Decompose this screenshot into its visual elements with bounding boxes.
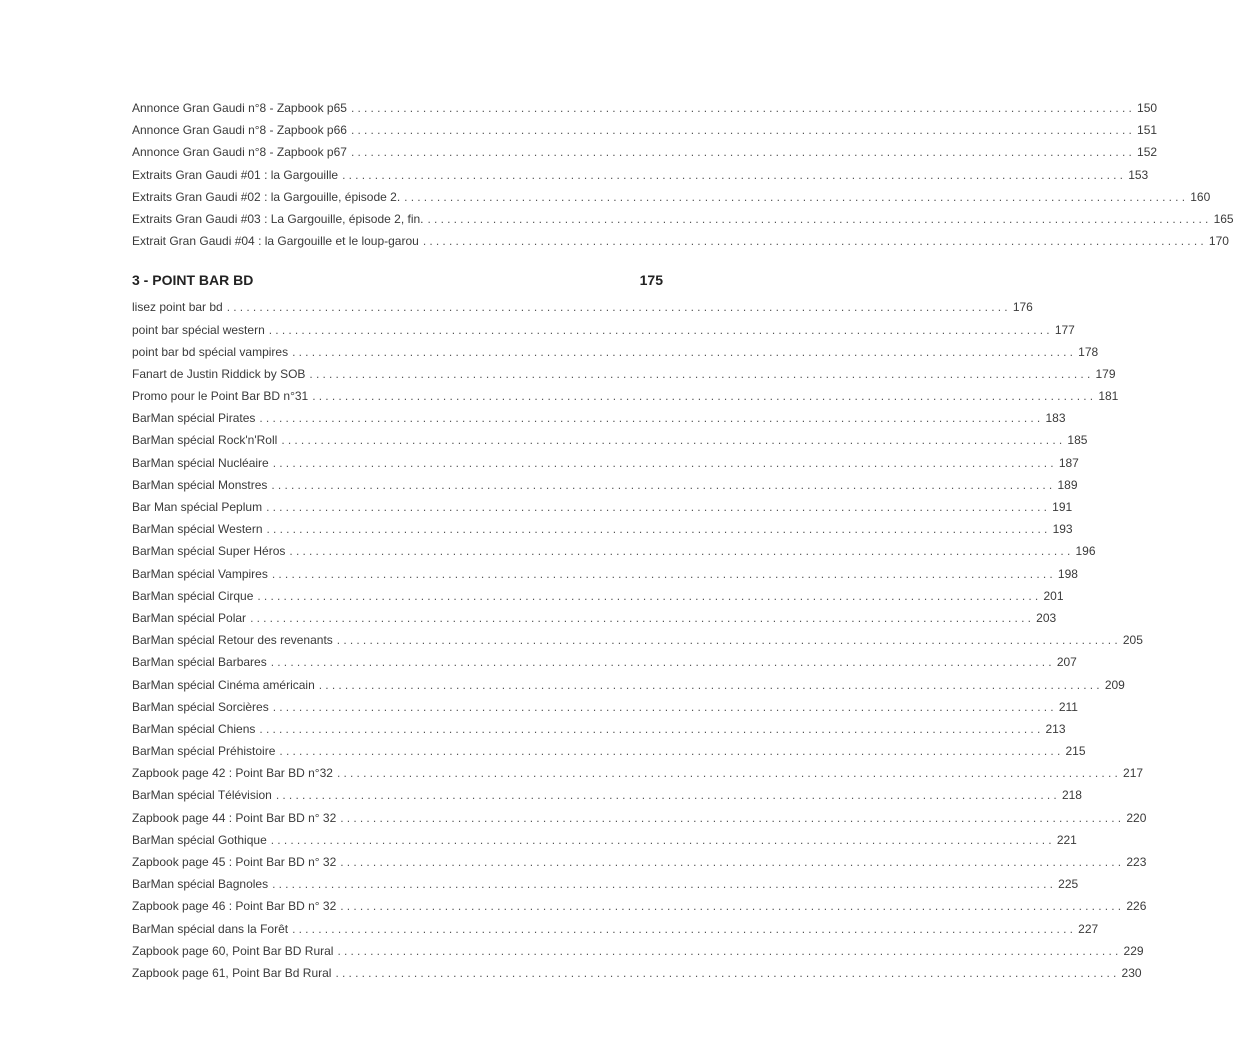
dot-leader: ........................................................................................................................ xyxy=(309,366,1094,381)
toc-entry-page-number: 223 xyxy=(1126,855,1147,869)
toc-list-top xyxy=(132,101,1234,256)
toc-entry[interactable] xyxy=(132,832,1077,855)
dot-leader: ........................................................................................................................ xyxy=(292,921,1077,936)
dot-leader: ........................................................................................................................ xyxy=(259,411,1044,426)
dot-leader: ........................................................................................................................ xyxy=(281,433,1066,448)
toc-entry-title: BarMan spécial Pirates xyxy=(132,411,256,426)
toc-entry[interactable] xyxy=(132,588,1064,611)
dot-leader: ........................................................................................................................ xyxy=(275,788,1060,803)
toc-entry[interactable] xyxy=(132,322,1075,345)
toc-entry[interactable] xyxy=(132,300,1033,322)
toc-entry-page-number: 213 xyxy=(1045,721,1066,736)
toc-entry-title: BarMan spécial Rock'n'Roll xyxy=(132,433,278,448)
toc-entry[interactable] xyxy=(132,500,1073,522)
toc-entry[interactable] xyxy=(132,899,1147,921)
section-title: 3 - POINT BAR BD xyxy=(132,272,254,289)
dot-leader: ........................................................................................................................ xyxy=(340,810,1125,825)
toc-entry-page-number: 185 xyxy=(1067,433,1088,448)
dot-leader: ........................................................................................................................ xyxy=(422,234,1207,249)
toc-list-section xyxy=(132,300,1147,988)
toc-entry[interactable] xyxy=(132,655,1077,677)
toc-entry[interactable] xyxy=(132,744,1086,766)
dot-leader: ........................................................................................................................ xyxy=(257,588,1042,603)
toc-entry-page-number: 176 xyxy=(1012,300,1033,315)
toc-entry-title: Annonce Gran Gaudi n°8 - Zapbook p65 xyxy=(132,101,347,115)
toc-entry-page-number: 177 xyxy=(1054,322,1075,337)
dot-leader: ........................................................................................................................ xyxy=(272,877,1057,892)
toc-entry[interactable] xyxy=(132,167,1149,190)
dot-leader: ........................................................................................................................ xyxy=(272,699,1057,714)
toc-entry-page-number: 191 xyxy=(1052,500,1073,514)
toc-entry-page-number: 183 xyxy=(1045,411,1066,426)
toc-entry[interactable] xyxy=(132,389,1119,411)
section-heading[interactable] xyxy=(132,272,663,300)
toc-entry-title: Zapbook page 45 : Point Bar BD n° 32 xyxy=(132,855,337,869)
toc-entry-page-number: 205 xyxy=(1122,633,1143,648)
toc-entry-title: point bar spécial western xyxy=(132,322,265,337)
toc-entry-page-number: 217 xyxy=(1123,766,1144,781)
dot-leader: ........................................................................................................................ xyxy=(350,145,1136,160)
toc-entry[interactable] xyxy=(132,566,1078,589)
dot-leader: ........................................................................................................................ xyxy=(336,766,1122,781)
toc-entry[interactable] xyxy=(132,788,1082,810)
toc-entry[interactable] xyxy=(132,921,1099,944)
toc-entry-title: Bar Man spécial Peplum xyxy=(132,500,263,514)
toc-entry[interactable] xyxy=(132,522,1073,544)
dot-leader: ........................................................................................................................ xyxy=(272,455,1057,470)
toc-entry-title: Extraits Gran Gaudi #01 : la Gargouille xyxy=(132,167,339,182)
toc-entry-page-number: 160 xyxy=(1190,189,1211,204)
toc-entry[interactable] xyxy=(132,145,1158,167)
toc-entry-page-number: 207 xyxy=(1056,655,1077,670)
toc-entry-page-number: 209 xyxy=(1104,677,1125,692)
toc-entry-title: BarMan spécial Monstres xyxy=(132,477,268,492)
toc-entry[interactable] xyxy=(132,677,1125,700)
dot-leader: ........................................................................................................................ xyxy=(427,211,1212,226)
toc-entry-page-number: 178 xyxy=(1078,344,1099,359)
dot-leader: ........................................................................................................................ xyxy=(350,123,1136,138)
toc-entry[interactable] xyxy=(132,411,1066,433)
toc-entry-title: BarMan spécial Retour des revenants xyxy=(132,633,333,648)
dot-leader: ........................................................................................................................ xyxy=(266,500,1051,514)
dot-leader: ........................................................................................................................ xyxy=(259,721,1044,736)
dot-leader: ........................................................................................................................ xyxy=(271,566,1056,581)
toc-entry-title: Fanart de Justin Riddick by SOB xyxy=(132,366,306,381)
dot-leader: ........................................................................................................................ xyxy=(279,744,1064,759)
dot-leader: ........................................................................................................................ xyxy=(226,300,1011,315)
toc-entry-title: BarMan spécial Bagnoles xyxy=(132,877,269,892)
dot-leader: ........................................................................................................................ xyxy=(335,965,1120,980)
toc-entry-title: BarMan spécial Cirque xyxy=(132,588,254,603)
toc-entry[interactable] xyxy=(132,189,1211,212)
dot-leader: ........................................................................................................................ xyxy=(318,677,1103,692)
toc-entry-page-number: 170 xyxy=(1208,234,1229,249)
toc-entry-title: BarMan spécial Préhistoire xyxy=(132,744,276,759)
toc-entry[interactable] xyxy=(132,123,1158,145)
toc-entry-page-number: 165 xyxy=(1213,211,1234,226)
dot-leader: ........................................................................................................................ xyxy=(271,477,1056,492)
toc-entry[interactable] xyxy=(132,633,1143,655)
toc-entry-title: Promo pour le Point Bar BD n°31 xyxy=(132,389,309,404)
dot-leader: ........................................................................................................................ xyxy=(289,544,1074,559)
toc-entry-title: BarMan spécial Gothique xyxy=(132,832,267,847)
toc-entry-title: Zapbook page 44 : Point Bar BD n° 32 xyxy=(132,810,337,825)
toc-entry-page-number: 220 xyxy=(1126,810,1147,825)
toc-entry-page-number: 187 xyxy=(1058,455,1079,470)
dot-leader: ........................................................................................................................ xyxy=(268,322,1053,337)
toc-entry[interactable] xyxy=(132,455,1079,478)
toc-entry-title: lisez point bar bd xyxy=(132,300,223,315)
toc-entry[interactable] xyxy=(132,366,1116,389)
dot-leader: ........................................................................................................................ xyxy=(404,189,1189,204)
dot-leader: ........................................................................................................................ xyxy=(336,633,1121,648)
toc-entry[interactable] xyxy=(132,211,1234,234)
toc-entry-page-number: 225 xyxy=(1058,877,1079,892)
dot-leader: ........................................................................................................................ xyxy=(270,832,1055,847)
toc-entry-page-number: 229 xyxy=(1123,943,1144,958)
toc-entry[interactable] xyxy=(132,699,1078,722)
dot-leader: ........................................................................................................................ xyxy=(312,389,1097,404)
toc-entry-title: BarMan spécial Sorcières xyxy=(132,699,269,714)
toc-entry-title: BarMan spécial Western xyxy=(132,522,263,537)
toc-entry[interactable] xyxy=(132,965,1142,988)
dot-leader: ........................................................................................................................ xyxy=(340,899,1125,914)
dot-leader: ........................................................................................................................ xyxy=(270,655,1055,670)
toc-entry-page-number: 151 xyxy=(1137,123,1158,138)
toc-entry-title: BarMan spécial Cinéma américain xyxy=(132,677,315,692)
toc-entry-title: BarMan spécial Super Héros xyxy=(132,544,286,559)
toc-entry-title: point bar bd spécial vampires xyxy=(132,344,289,359)
toc-entry-title: Extraits Gran Gaudi #02 : la Gargouille, épisode 2. xyxy=(132,189,401,204)
toc-entry[interactable] xyxy=(132,101,1158,123)
toc-entry[interactable] xyxy=(132,234,1229,256)
toc-entry-title: Zapbook page 42 : Point Bar BD n°32 xyxy=(132,766,333,781)
toc-entry-page-number: 198 xyxy=(1057,566,1078,581)
dot-leader: ........................................................................................................................ xyxy=(340,855,1125,869)
toc-entry[interactable] xyxy=(132,721,1066,744)
toc-entry[interactable] xyxy=(132,855,1147,877)
toc-entry-title: Extrait Gran Gaudi #04 : la Gargouille et le loup-garou xyxy=(132,234,419,249)
toc-entry[interactable] xyxy=(132,810,1147,833)
toc-entry-page-number: 179 xyxy=(1095,366,1116,381)
toc-entry-page-number: 215 xyxy=(1065,744,1086,759)
toc-entry-page-number: 201 xyxy=(1043,588,1064,603)
toc-entry-title: BarMan spécial Barbares xyxy=(132,655,267,670)
dot-leader: ........................................................................................................................ xyxy=(266,522,1051,537)
toc-entry[interactable] xyxy=(132,766,1144,788)
toc-entry-page-number: 226 xyxy=(1126,899,1147,914)
toc-entry[interactable] xyxy=(132,544,1096,566)
dot-leader: ........................................................................................................................ xyxy=(350,101,1136,115)
toc-entry-title: BarMan spécial Télévision xyxy=(132,788,272,803)
toc-entry-title: BarMan spécial Vampires xyxy=(132,566,268,581)
toc-entry-page-number: 221 xyxy=(1056,832,1077,847)
toc-entry-page-number: 230 xyxy=(1121,965,1142,980)
toc-entry[interactable] xyxy=(132,433,1088,455)
toc-entry-title: Extraits Gran Gaudi #03 : La Gargouille, épisode 2, fin. xyxy=(132,211,424,226)
toc-entry[interactable] xyxy=(132,477,1078,500)
table-of-contents xyxy=(132,101,1234,988)
toc-entry-title: BarMan spécial dans la Forêt xyxy=(132,921,289,936)
dot-leader: ........................................................................................................................ xyxy=(292,344,1077,359)
toc-entry-page-number: 153 xyxy=(1128,167,1149,182)
dot-leader: ........................................................................................................................ xyxy=(342,167,1127,182)
toc-entry-page-number: 152 xyxy=(1137,145,1158,160)
dot-leader: ........................................................................................................................ xyxy=(337,943,1122,958)
toc-entry-page-number: 196 xyxy=(1075,544,1096,559)
toc-entry-title: Zapbook page 46 : Point Bar BD n° 32 xyxy=(132,899,337,914)
toc-entry-page-number: 218 xyxy=(1061,788,1082,803)
toc-entry[interactable] xyxy=(132,877,1079,899)
toc-entry-title: Zapbook page 60, Point Bar BD Rural xyxy=(132,943,334,958)
toc-entry-title: BarMan spécial Polar xyxy=(132,610,247,625)
toc-entry-page-number: 189 xyxy=(1057,477,1078,492)
toc-entry-page-number: 211 xyxy=(1058,699,1078,714)
dot-leader: ........................................................................................................................ xyxy=(250,610,1035,625)
toc-entry-title: Annonce Gran Gaudi n°8 - Zapbook p66 xyxy=(132,123,347,138)
toc-entry[interactable] xyxy=(132,943,1144,966)
toc-entry-title: Zapbook page 61, Point Bar Bd Rural xyxy=(132,965,332,980)
toc-entry-page-number: 203 xyxy=(1036,610,1057,625)
section-page-number: 175 xyxy=(639,272,663,289)
toc-entry-page-number: 181 xyxy=(1098,389,1119,404)
toc-entry[interactable] xyxy=(132,344,1099,367)
toc-entry-title: Annonce Gran Gaudi n°8 - Zapbook p67 xyxy=(132,145,347,160)
toc-entry[interactable] xyxy=(132,610,1057,633)
toc-entry-page-number: 193 xyxy=(1052,522,1073,537)
toc-entry-title: BarMan spécial Chiens xyxy=(132,721,256,736)
toc-entry-page-number: 227 xyxy=(1078,921,1099,936)
toc-entry-title: BarMan spécial Nucléaire xyxy=(132,455,269,470)
toc-entry-page-number: 150 xyxy=(1137,101,1158,115)
